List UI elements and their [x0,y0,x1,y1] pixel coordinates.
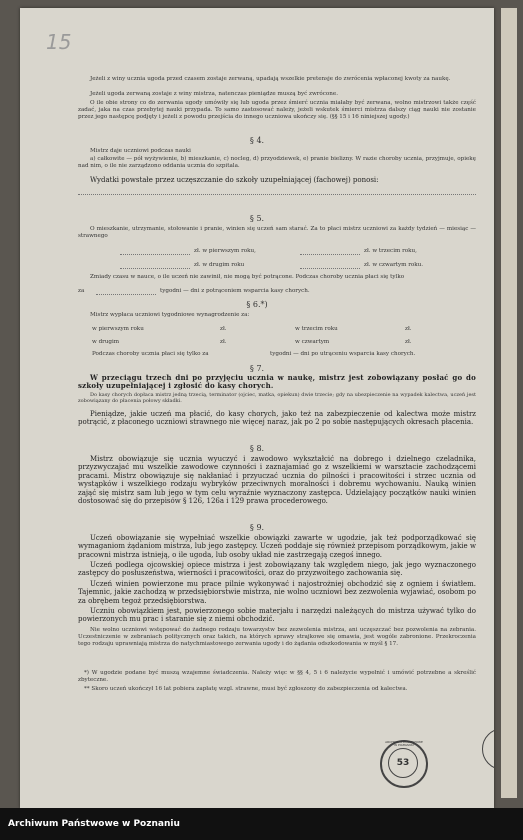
section-5-r2b: zł. w czwartym roku. [364,262,424,268]
stamp-number: 53 [388,748,418,778]
archive-stamp-partial [482,728,494,770]
section-7-bold: W przeciągu trzech dni po przyjęciu ucznia w naukę, mistrz jest zobowiązany posłać go do szkoły uzupełniającej i zgłosić do kasy chorych. [78,373,476,391]
section-9-p2: Uczeń podlega ojcowskiej opiece mistrza i jest zobowiązany tak względem niego, jak jego wyznaczonego zastępcy do posłuszeństwa, wierności i pracowitości, oraz do przyzwoitego zachowania się. [78,561,476,578]
section-9-p3: Uczeń winien powierzone mu prace pilnie wykonywać i najostrożniej obchodzić się z ogniem i światłem. Tajemnic, jakie zachodzą w przedsiębiorstwie mistrza, nie wolno uczniowi bez zezwolenia wyjawiać, osobom po za obrębem tegoż przedsiębiorstwa. [78,580,476,605]
fill-line [78,194,476,195]
section-9-p1: Uczeń obowiązanie się wypełniać wszelkie obowiązki zawarte w ugodzie, jak też podporządkować się wymaganiom żądaniom mistrza, lub jego zastępcy. Uczeń poddaje się również przepisom porządkowym, jakie w pracowni mistrza istnieją, o ile ugoda, lub osoby układ nie zastrzegają czegoś innego. [78,534,476,559]
section-6-a1: w pierwszym roku [92,326,144,332]
section-6-b2: zł. [220,339,227,345]
fill-line [96,294,156,295]
section-5-za: za [78,288,85,294]
section-8-text: Mistrz obowiązuje się ucznia wyuczyć i zawodowo wykształcić na dobrego i dzielnego czeladnika, przyzwyczajać mu wszelkie zawodowe czynności i zaznajamiać go z wszelkiemi w warsztacie zachodzącemi pracami. Mistrz obowiązuje się nakłaniać i przyuczać ucznia do pilności i pracowitości i strzec ucznia od wystąpków i wszelkiego rodzaju wybryków przeciwnych moralności i dobremu wychowaniu. Nauką winien zająć się mistrz sam lub jego w tym celu wyraźnie wyznaczony zastępca. Udzielający początków nauki winien dostosować się do przepisów § 126, 126a i 129 prawa procederowego. [78,455,476,506]
fill-line [120,268,190,269]
section-6-b3: w czwartym [295,339,330,345]
paragraph-top-3: O ile obie strony co do zerwania ugody umówiły się lub ugoda przez śmierć ucznia miałaby być zerwana, wolno mistrzowi także część zadać, jaka na czas przebytej nauki przypada. To samo zastosować należy, jeżeli wskutek śmierci mistrza dalszy ciąg nauki nie zostanie przez jego następcę podjęty i jeżeli z powodu przejścia do innego uczniowa ukończy się. (§§ 15 i 16 niniejszej ugody.) [78,100,476,120]
section-7-title: § 7. [249,364,265,373]
section-5-mid: Zmiady czasu w nauce, o ile uczeń nie zawinił, nie mogą być potrącone. Podczas choroby ucznia płaci się tylko [90,274,405,280]
section-5-r1a: zł. w pierwszym roku, [194,248,256,254]
fill-line [300,268,360,269]
document-page [20,8,494,808]
section-7-small: Do kasy chorych dopłaca mistrz jedną trzecią, terminator (ojciec, matka, opiekun) dwie trzecie; gdy na ubezpieczenie na wypadek kalectwa, uczeń jest zobowiązany do płacenia połowy składki. [78,392,476,405]
section-5-title: § 5. [249,214,265,223]
stamp-ring-text: ARCHIWUM PAŃSTWOWE W POZNANIU [385,740,423,747]
section-5-r1b: zł. w trzecim roku, [364,248,417,254]
fill-line [300,254,360,255]
handwritten-number: 15 [46,30,72,54]
paragraph-top-2: Jeżeli ugoda zerwaną zostaje z winy mistrza, natenczas pieniądze muszą być zwrócone. [90,91,338,97]
section-5-weeks: tygodni — dni z potrąceniem wsparcia kasy chorych. [160,288,310,294]
section-7-p2: Pieniądze, jakie uczeń ma płacić, do kasy chorych, jako też na zabezpieczenie od kalectwa może mistrz potrącić, z płaconego uczniowi strawnego nie więcej naraz, jak po 2 po sobie następujących okresach płacenia. [78,410,476,427]
section-6-end: Podczas choroby ucznia płaci się tylko za [92,351,209,357]
section-5-r2a: zł. w drugim roku [194,262,245,268]
section-9-p5: Nie wolno uczniowi wstępować do żadnego rodzaju towarzystw bez zezwolenia mistrza, ani uczęszczać bez pozwolenia na zebrania. Uczestniczenie w zebraniach politycznych oraz takich, na których sprawy strajkowe się omawia, jest wogóle zabronione. Przekroczenia tego rodzaju uprawniają mistrza do natychmiastowego zerwania ugody i do żądania odszkodowania w myśl § 17. [78,627,476,647]
section-6-end2: tygodni — dni po utrąceniu wsparcia kasy chorych. [270,351,416,357]
section-4-line2: a) całkowite — pół wyżywienie, b) mieszkanie, c) nocleg, d) przyodziewek, e) pranie bielizny. W razie choroby ucznia, przyjmuje, opiekę nad nim, o ile nie zarządzono oddania ucznia do szpitala. [78,156,476,169]
archive-stamp [380,740,428,788]
section-6-b4: zł. [405,339,412,345]
section-6-a2: zł. [220,326,227,332]
page-edge [501,8,517,798]
section-6-title: § 6.*) [246,300,268,309]
section-8-title: § 8. [249,444,265,453]
section-6-a4: zł. [405,326,412,332]
section-4-expenses: Wydatki powstałe przez uczęszczanie do szkoły uzupełniającej (fachowej) ponosi: [90,176,379,184]
section-6-b1: w drugim [92,339,120,345]
section-9-title: § 9. [249,523,265,532]
footnote-1: *) W ugodzie podane być muszą wzajemne świadczenia. Należy więc w §§ 4, 5 i 6 należycie wypełnić i umówić potrzebne a skreślić zbyteczne. [78,670,476,683]
section-6-intro: Mistrz wypłaca uczniowi tygodniowe wynagrodzenie za: [90,312,250,318]
section-5-intro: O mieszkanie, utrzymanie, stołowanie i pranie, winien się uczeń sam starać. Za to płaci mistrz uczniowi za każdy tydzień — miesiąc — strawnego [78,226,476,239]
archive-footer: Archiwum Państwowe w Poznaniu [0,808,523,840]
footnote-2: ** Skoro uczeń ukończył 16 lat pobiera zapłatę wzgl. strawne, musi być zgłoszony do zabezpieczenia od kalectwa. [84,686,408,692]
section-6-a3: w trzecim roku [295,326,338,332]
fill-line [120,254,190,255]
section-4-title: § 4. [249,136,265,145]
section-4-line1: Mistrz daje uczniowi podczas nauki [90,148,191,154]
paragraph-top-1: Jeżeli z winy ucznia ugoda przed czasem zostaje zerwaną, upadają wszelkie pretensje do zwrócenia wpłaconej kwoty za naukę. [90,76,451,82]
section-9-p4: Uczniu obowiązkiem jest, powierzonego sobie materjału i narzędzi należących do mistrza używać tylko do powierzonych mu prac i staranie się z niemi obchodzić. [78,607,476,624]
